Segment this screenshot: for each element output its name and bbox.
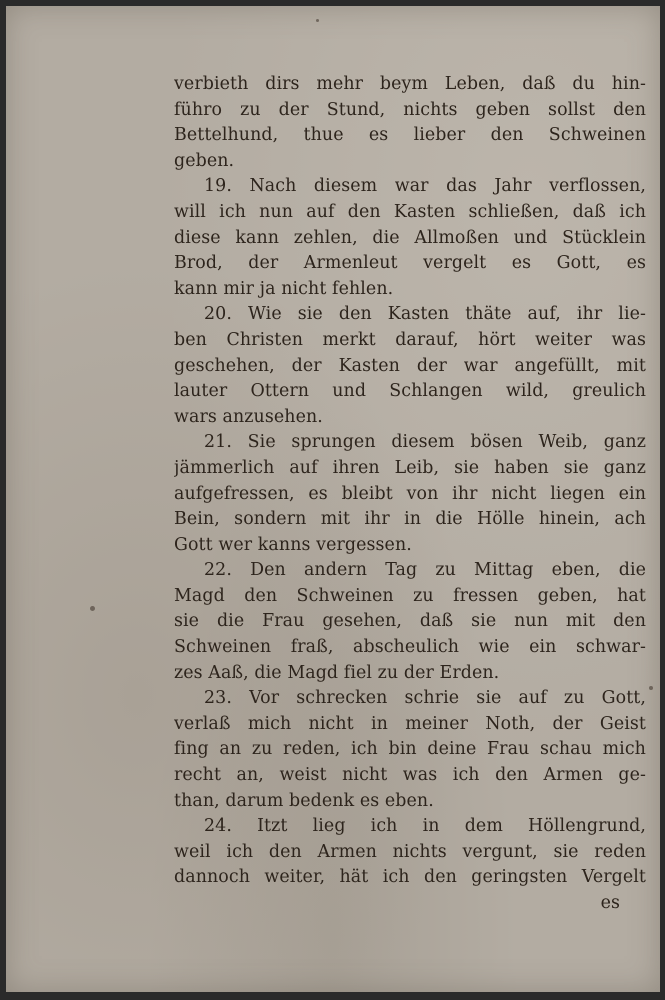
- stanza-20-start: 20. Wie sie den Kasten thäte auf, ihr lie-: [204, 304, 646, 325]
- ink-spot: [649, 686, 653, 690]
- document-page: [6, 6, 660, 992]
- text-line: verbieth dirs mehr beym Leben, daß du hin-: [174, 74, 646, 94]
- text-line: Magd den Schweinen zu fressen geben, hat: [174, 585, 646, 606]
- text-line: lauter Ottern und Schlangen wild, greulich: [174, 381, 646, 402]
- catchword: es: [600, 893, 620, 913]
- text-line: aufgefressen, es bleibt von ihr nicht liegen ein: [174, 483, 646, 504]
- stanza-24-start: 24. Itzt lieg ich in dem Höllengrund,: [204, 816, 646, 837]
- text-line: geben.: [174, 150, 235, 171]
- text-line: will ich nun auf den Kasten schließen, daß ich: [174, 201, 646, 222]
- stanza-21-start: 21. Sie sprungen diesem bösen Weib, ganz: [204, 432, 646, 453]
- text-line: geschehen, der Kasten der war angefüllt, mit: [174, 355, 646, 376]
- text-line: Gott wer kanns vergessen.: [174, 534, 412, 555]
- stanza-23-start: 23. Vor schrecken schrie sie auf zu Gott,: [204, 688, 646, 709]
- text-line: diese kann zehlen, die Allmoßen und Stücklein: [174, 227, 646, 248]
- text-line: jämmerlich auf ihren Leib, sie haben sie ganz: [174, 457, 646, 478]
- ink-spot: [316, 19, 319, 22]
- text-line: than, darum bedenk es eben.: [174, 790, 434, 811]
- text-line: ben Christen merkt darauf, hört weiter was: [174, 329, 646, 350]
- stanza-22-start: 22. Den andern Tag zu Mittag eben, die: [204, 560, 646, 581]
- text-line: recht an, weist nicht was ich den Armen ge-: [174, 765, 646, 786]
- text-line: weil ich den Armen nichts vergunt, sie reden: [174, 841, 646, 862]
- text-line: dannoch weiter, hät ich den geringsten Vergelt: [174, 867, 646, 888]
- text-line: Brod, der Armenleut vergelt es Gott, es: [174, 253, 646, 274]
- text-line: sie die Frau gesehen, daß sie nun mit den: [174, 611, 646, 632]
- text-line: fing an zu reden, ich bin deine Frau schau mich: [174, 739, 646, 760]
- text-line: kann mir ja nicht fehlen.: [174, 278, 394, 299]
- text-line: Schweinen fraß, abscheulich wie ein schwar-: [174, 637, 646, 658]
- text-line: führo zu der Stund, nichts geben sollst den: [174, 99, 646, 120]
- stanza-19-start: 19. Nach diesem war das Jahr verflossen,: [204, 176, 646, 197]
- document-text: [174, 72, 646, 917]
- ink-spot: [90, 606, 95, 611]
- text-line: Bein, sondern mit ihr in die Hölle hinein, ach: [174, 509, 646, 530]
- text-line: wars anzusehen.: [174, 406, 323, 427]
- text-line: verlaß mich nicht in meiner Noth, der Geist: [174, 713, 646, 734]
- text-line: zes Aaß, die Magd fiel zu der Erden.: [174, 662, 500, 683]
- text-line: Bettelhund, thue es lieber den Schweinen: [174, 125, 646, 146]
